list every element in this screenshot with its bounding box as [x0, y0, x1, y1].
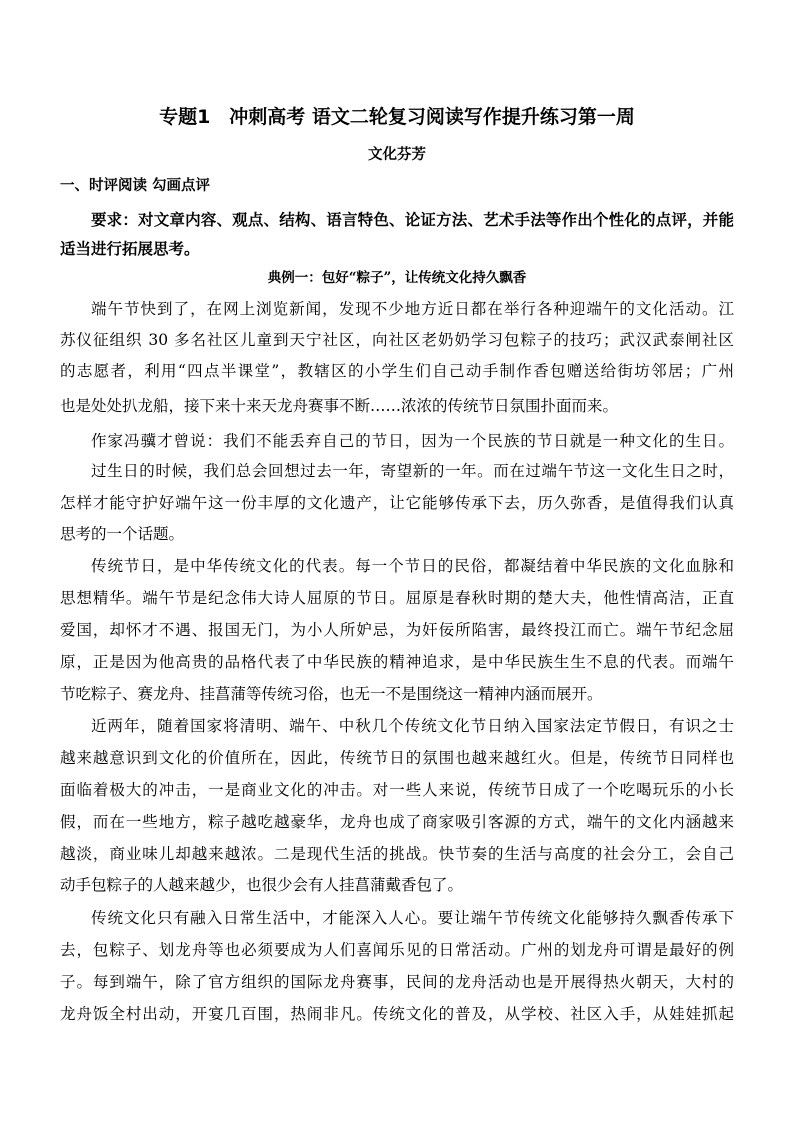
body-line: 假，而在一些地方，粽子越吃越豪华，龙舟也成了商家吸引客源的方式，端午的文化内涵越来 [60, 813, 734, 831]
body-line: 面临着极大的冲击，一是商业文化的冲击。对一些人来说，传统节日成了一个吃喝玩乐的小长 [60, 781, 734, 799]
body-line: 传统文化只有融入日常生活中，才能深入人心。要让端午节传统文化能够持久飘香传承下 [91, 909, 734, 927]
document-title: 专题1 冲刺高考 语文二轮复习阅读写作提升练习第一周 [159, 106, 635, 128]
body-line: 原，正是因为他高贵的品格代表了中华民族的精神追求，是中华民族生生不息的代表。而端午 [60, 653, 734, 671]
body-line: 思考的一个话题。 [60, 525, 185, 543]
body-line: 节吃粽子、赛龙舟、挂菖蒲等传统习俗，也无一不是围绕这一精神内涵而展开。 [60, 685, 603, 703]
body-line: 近两年，随着国家将清明、端午、中秋几个传统文化节日纳入国家法定节假日，有识之士 [91, 717, 734, 735]
example-title: 典例一：包好“粽子”，让传统文化持久飘香 [267, 270, 527, 286]
body-line: 端午节快到了，在网上浏览新闻，发现不少地方近日都在举行各种迎端午的文化活动。江 [91, 300, 734, 318]
body-line: 越淡，商业味儿却越来越浓。二是现代生活的挑战。快节奏的生活与高度的社会分工，会自己 [60, 845, 734, 863]
body-line: 苏仪征组织 30 多名社区儿童到天宁社区，向社区老奶奶学习包粽子的技巧；武汉武泰闸社区 [60, 331, 734, 349]
body-line: 的志愿者，利用“四点半课堂”，教辖区的小学生们自己动手制作香包赠送给街坊邻居；广州 [60, 362, 734, 380]
body-line: 思想精华。端午节是纪念伟大诗人屈原的节日。屈原是春秋时期的楚大夫，他性情高洁，正直 [60, 589, 734, 607]
document-subtitle: 文化芬芳 [368, 146, 426, 163]
body-line: 去，包粽子、划龙舟等也必须要成为人们喜闻乐见的日常活动。广州的划龙舟可谓是最好的例 [60, 941, 734, 959]
body-line: 作家冯骥才曾说：我们不能丢弃自己的节日，因为一个民族的节日就是一种文化的生日。 [91, 432, 734, 450]
body-line: 怎样才能守护好端午这一份丰厚的文化遗产，让它能够传承下去，历久弥香，是值得我们认真 [60, 494, 734, 512]
body-line: 动手包粽子的人越来越少，也很少会有人挂菖蒲戴香包了。 [60, 876, 464, 894]
requirement-paragraph: 要求：对文章内容、观点、结构、语言特色、论证方法、艺术手法等作出个性化的点评，并能适当进行拓展思考。 [60, 210, 734, 258]
body-line: 越来越意识到文化的价值所在，因此，传统节日的氛围也越来越红火。但是，传统节日同样也 [60, 749, 734, 767]
body-line: 子。每到端午，除了官方组织的国际龙舟赛事，民间的龙舟活动也是开展得热火朝天，大村的 [60, 973, 734, 991]
body-line: 过生日的时候，我们总会回想过去一年，寄望新的一年。而在过端午节这一文化生日之时， [91, 462, 734, 480]
section-heading: 一、时评阅读 勾画点评 [60, 177, 211, 194]
body-line: 也是处处扒龙船，接下来十来天龙舟赛事不断……浓浓的传统节日氛围扑面而来。 [60, 397, 619, 415]
body-line: 传统节日，是中华传统文化的代表。每一个节日的民俗，都凝结着中华民族的文化血脉和 [91, 557, 734, 575]
body-line: 龙舟饭全村出动，开宴几百围，热闹非凡。传统文化的普及，从学校、社区入手，从娃娃抓起 [60, 1005, 734, 1023]
body-line: 爱国，却怀才不遇、报国无门，为小人所妒忌，为奸佞所陷害，最终投江而亡。端午节纪念屈 [60, 621, 734, 639]
